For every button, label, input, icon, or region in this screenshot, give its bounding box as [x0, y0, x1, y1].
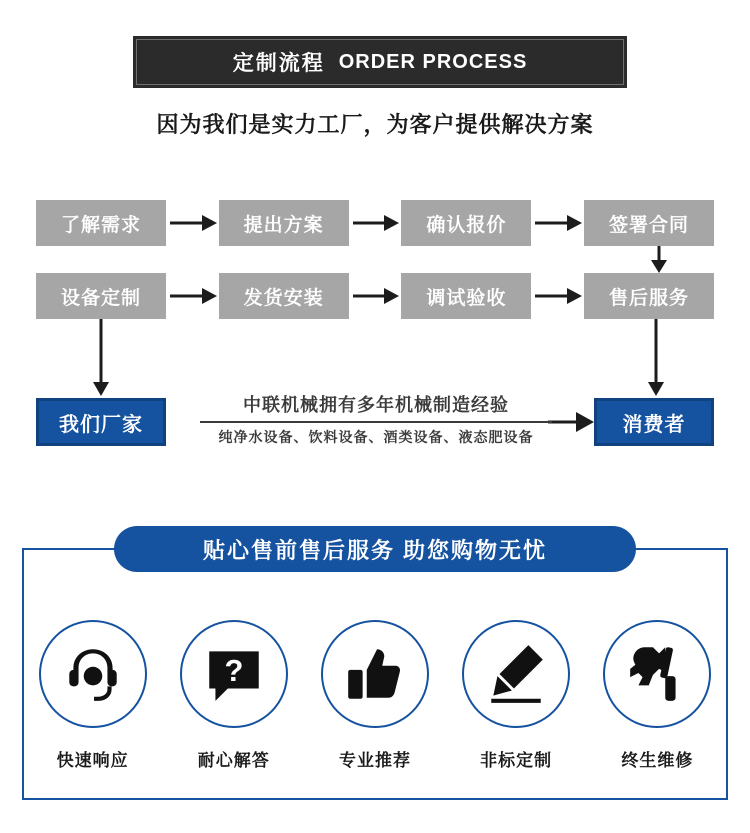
header-title-cn: 定制流程 [232, 52, 325, 75]
page-subtitle: 因为我们是实力工厂，为客户提供解决方案 [156, 112, 594, 137]
service-icon-wrap-5 [603, 620, 711, 728]
flow-step-8: 售后服务 [584, 273, 714, 319]
service-label-2: 耐心解答 [197, 751, 270, 770]
svg-text:?: ? [224, 653, 244, 689]
service-item-patient-answer [169, 620, 299, 771]
flow-step-3: 确认报价 [401, 200, 531, 246]
service-item-custom-nonstandard [451, 620, 581, 771]
flow-step-5: 设备定制 [36, 273, 166, 319]
service-item-pro-recommend [310, 620, 440, 771]
company-tagline-line2: 纯净水设备、饮料设备、酒类设备、液态肥设备 [218, 429, 534, 445]
company-tagline [186, 392, 566, 447]
service-icon-wrap-3 [321, 620, 429, 728]
flow-arrow-5 [349, 273, 402, 319]
service-label-4: 非标定制 [480, 751, 553, 770]
flow-arrow-2 [349, 200, 402, 246]
service-label-1: 快速响应 [56, 751, 129, 770]
flow-arrow-3 [531, 200, 584, 246]
thumbs-up-icon [342, 641, 408, 707]
question-bubble-icon [201, 641, 267, 707]
flow-step-2: 提出方案 [219, 200, 349, 246]
service-label-5: 终生维修 [621, 751, 694, 770]
flow-arrow-4 [166, 273, 219, 319]
flow-row-2 [36, 273, 714, 319]
service-icon-wrap-1 [39, 620, 147, 728]
tagline-divider [200, 421, 552, 423]
header-banner-inner [136, 39, 624, 85]
factory-box: 我们厂家 [36, 398, 166, 446]
flow-arrow-6 [531, 273, 584, 319]
service-icon-wrap-2 [180, 620, 288, 728]
header-title-en: ORDER PROCESS [338, 50, 528, 73]
flow-row-1 [36, 200, 714, 246]
service-label-3: 专业推荐 [338, 751, 411, 770]
service-item-list [22, 620, 728, 771]
wrench-screwdriver-icon [624, 641, 690, 707]
service-panel-title: 贴心售前售后服务 助您购物无忧 [114, 526, 636, 572]
flow-step-6: 发货安装 [219, 273, 349, 319]
headset-icon [60, 641, 126, 707]
flow-step-4: 签署合同 [584, 200, 714, 246]
company-tagline-line1: 中联机械拥有多年机械制造经验 [243, 395, 509, 415]
flow-step-7: 调试验收 [401, 273, 531, 319]
pencil-icon [483, 641, 549, 707]
service-item-fast-response [28, 620, 158, 771]
consumer-box: 消费者 [594, 398, 714, 446]
flow-step-1: 了解需求 [36, 200, 166, 246]
service-item-lifetime-repair [592, 620, 722, 771]
header-banner [133, 36, 627, 88]
flow-arrow-1 [166, 200, 219, 246]
service-icon-wrap-4 [462, 620, 570, 728]
